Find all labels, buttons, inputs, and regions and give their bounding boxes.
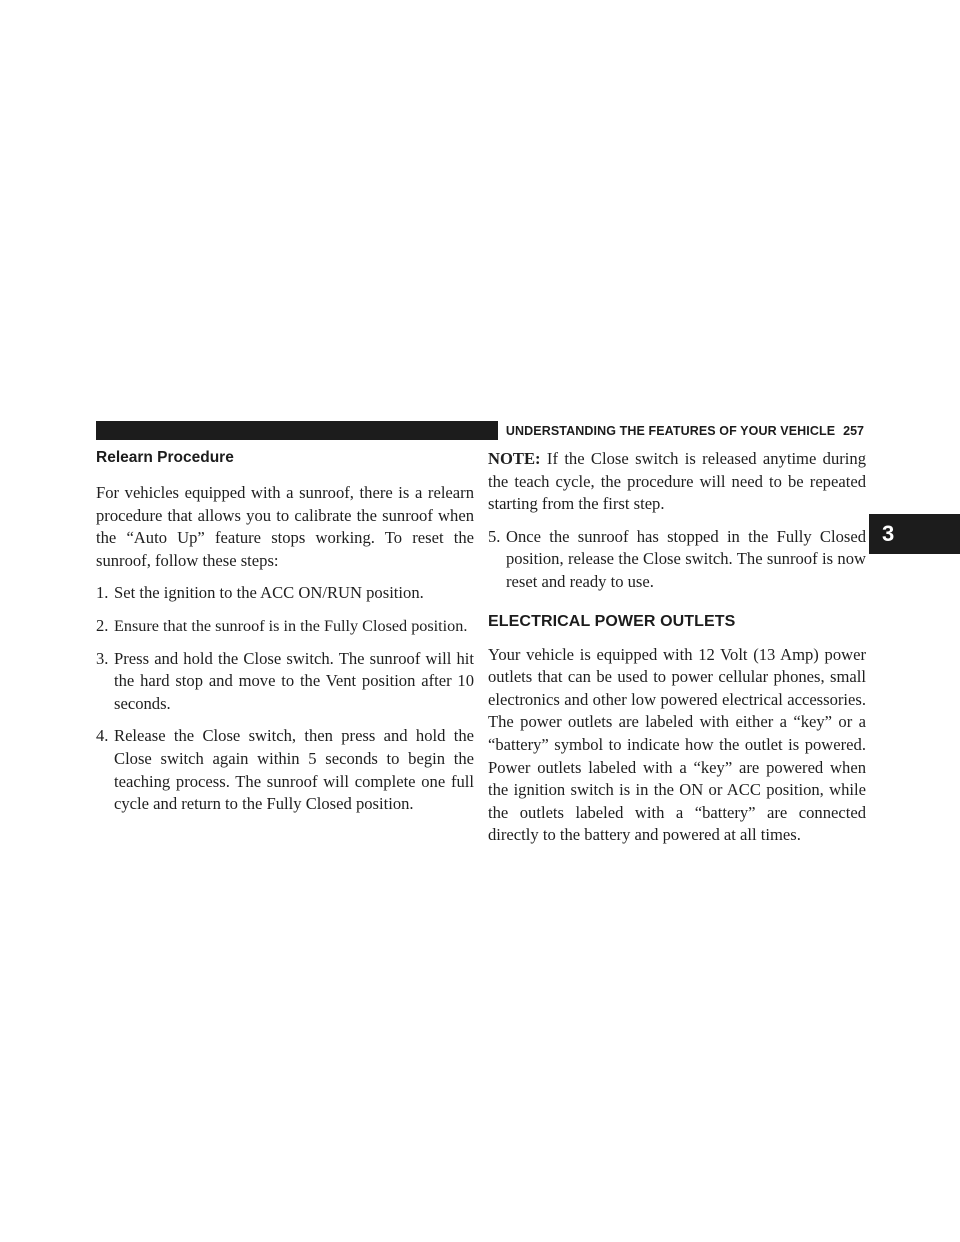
note-paragraph — [488, 448, 866, 516]
section-heading-power-outlets: ELECTRICAL POWER OUTLETS — [488, 612, 736, 630]
power-outlets-paragraph: Your vehicle is equipped with 12 Volt (13 Amp) power outlets that can be used to power cellular phones, small electronics and other low powered electrical accessories. The power outlets are labeled with either a “key” or a “battery” symbol to indicate how the outlet is powered. Power outlets labeled with a “key” are powered when the ignition switch is in the ON or ACC position, while the outlets labeled with a “battery” are connected directly to the battery and powered at all times. — [488, 644, 866, 845]
running-header — [96, 421, 864, 440]
list-item — [488, 526, 866, 594]
right-column — [488, 448, 866, 857]
list-item — [96, 582, 474, 605]
step-number: 2. — [96, 615, 109, 635]
chapter-tab — [869, 514, 960, 554]
step-text: Ensure that the sunroof is in the Fully Closed position. — [114, 616, 468, 635]
step-text: Once the sunroof has stopped in the Fully Closed position, release the Close switch. The sunroof is now reset and ready to use. — [506, 526, 866, 591]
step-text: Press and hold the Close switch. The sunroof will hit the hard stop and move to the Vent position after 10 seconds. — [114, 648, 474, 713]
list-item — [96, 615, 474, 638]
note-label: NOTE: — [488, 449, 541, 468]
step-number: 5. — [488, 526, 501, 546]
header-rule — [96, 421, 498, 440]
list-item — [96, 648, 474, 716]
note-text: If the Close switch is released anytime during the teach cycle, the procedure will need to be repeated starting from the first step. — [488, 449, 866, 514]
header-title: UNDERSTANDING THE FEATURES OF YOUR VEHICLE — [505, 423, 836, 438]
intro-paragraph: For vehicles equipped with a sunroof, there is a relearn procedure that allows you to calibrate the sunroof when the “Auto Up” feature stops working. To reset the sunroof, follow these steps: — [96, 483, 474, 570]
list-item — [96, 725, 474, 815]
step-number: 4. — [96, 726, 109, 746]
left-column — [96, 448, 474, 826]
step-text: Release the Close switch, then press and hold the Close switch again within 5 seconds to begin the teaching process. The sunroof will complete one full cycle and return to the Fully Closed position. — [114, 726, 474, 814]
step-number: 1. — [96, 583, 109, 603]
step-text: Set the ignition to the ACC ON/RUN position. — [114, 583, 424, 603]
step-number: 3. — [96, 648, 109, 668]
page-number: 257 — [843, 423, 864, 438]
section-heading-relearn: Relearn Procedure — [96, 449, 234, 466]
chapter-number: 3 — [882, 521, 895, 546]
